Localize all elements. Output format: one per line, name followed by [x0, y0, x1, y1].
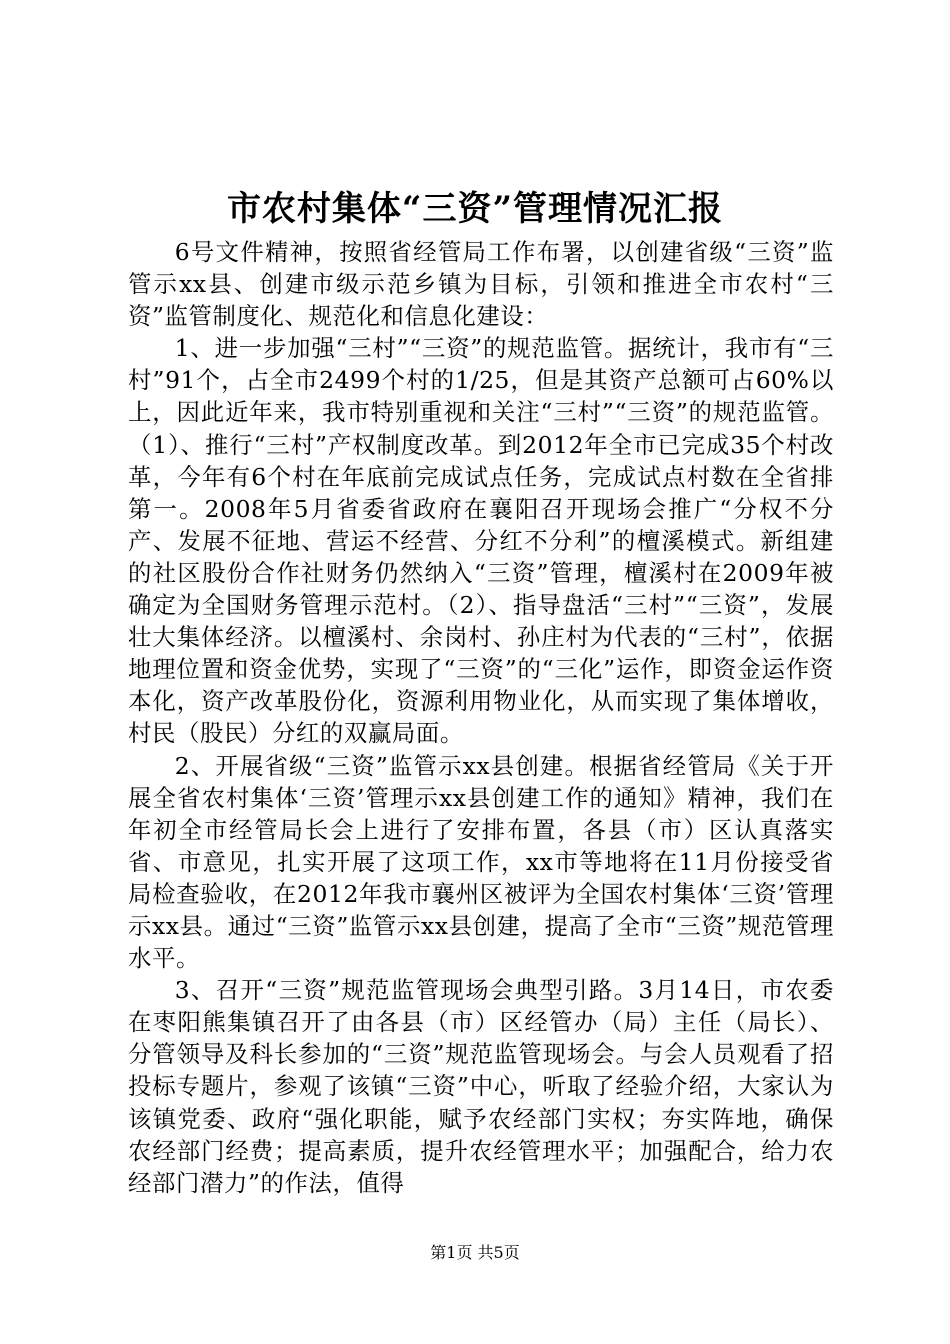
paragraph-section-3: 3、召开“三资”规范监管现场会典型引路。3月14日，市农委在枣阳熊集镇召开了由各县（市）区经管办（局）主任（局长）、分管领导及科长参加的“三资”规范监管现场会。与会人员观看了招投标专题片，参观了该镇“三资”中心，听取了经验介绍，大家认为该镇党委、政府“强化职能，赋予农经部门实权；夯实阵地，确保农经部门经费；提高素质，提升农经管理水平；加强配合，给力农经部门潜力”的作法，值得 — [128, 976, 834, 1197]
paragraph-section-2: 2、开展省级“三资”监管示xx县创建。根据省经管局《关于开展全省农村集体‘三资’管理示xx县创建工作的通知》精神，我们在年初全市经管局长会上进行了安排布置，各县（市）区认真落实省、市意见，扎实开展了这项工作，xx市等地将在11月份接受省局检查验收，在2012年我市襄州区被评为全国农村集体‘三资’管理示xx县。通过“三资”监管示xx县创建，提高了全市“三资”规范管理水平。 — [128, 751, 834, 973]
paragraph-section-1: 1、进一步加强“三村”“三资”的规范监管。据统计，我市有“三村”91个，占全市2499个村的1/25，但是其资产总额可占60%以上，因此近年来，我市特别重视和关注“三村”“三资”的规范监管。（1）、推行“三村”产权制度改革。到2012年全市已完成35个村改革，今年有6个村在年底前完成试点任务，完成试点村数在全省排第一。2008年5月省委省政府在襄阳召开现场会推广“分权不分产、发展不征地、营运不经营、分红不分利”的檀溪模式。新组建的社区股份合作社财务仍然纳入“三资”管理，檀溪村在2009年被确定为全国财务管理示范村。（2）、指导盘活“三村”“三资”，发展壮大集体经济。以檀溪村、余岗村、孙庄村为代表的“三村”，依据地理位置和资金优势，实现了“三资”的“三化”运作，即资金运作资本化，资产改革股份化，资源利用物业化，从而实现了集体增收，村民（股民）分红的双赢局面。 — [128, 334, 834, 748]
document-title: 市农村集体“三资”管理情况汇报 — [226, 189, 724, 229]
page-number-footer: 第1页 共5页 — [430, 1243, 520, 1262]
paragraph-intro: 6号文件精神，按照省经管局工作布署，以创建省级“三资”监管示xx县、创建市级示范乡镇为目标，引领和推进全市农村“三资”监管制度化、规范化和信息化建设： — [128, 238, 834, 331]
document-body — [128, 236, 834, 1199]
